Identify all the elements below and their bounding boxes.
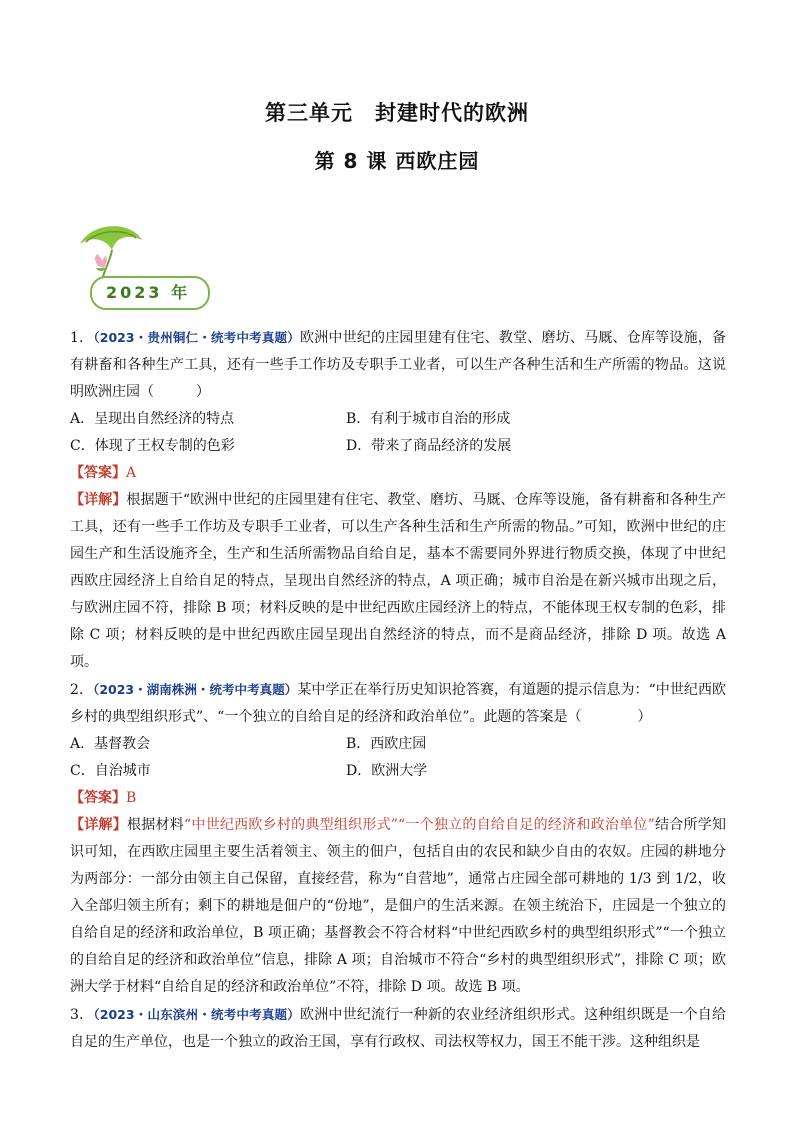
option-b: B．有利于城市自治的形成 <box>346 411 511 427</box>
option-c: C．自治城市 <box>70 763 151 779</box>
question-source: （2023・湖南株洲・统考中考真题） <box>93 682 298 697</box>
year-label: 2023 年 <box>106 283 191 302</box>
question-stem: 欧洲中世纪的庄园里建有住宅、教堂、磨坊、马厩、仓库等设施，备有耕畜和各种生产工具，还有一些手工作坊及专职手工业者，可以生产各种生活和生产所需的物品。这说明欧洲庄园（ ） <box>70 330 726 400</box>
options-1 <box>70 406 726 460</box>
detail-2 <box>70 812 726 1001</box>
detail-pre: 根据材料 <box>127 817 184 833</box>
answer-label: 【答案】 <box>70 790 126 806</box>
option-b: B．西欧庄园 <box>346 736 427 752</box>
detail-quote: “中世纪西欧乡村的典型组织形式”“一个独立的自给自足的经济和政治单位” <box>184 817 655 833</box>
answer-value: A <box>126 465 137 481</box>
lesson-title: 第 8 课 西欧庄园 <box>314 149 480 173</box>
option-c: C．体现了王权专制的色彩 <box>70 438 235 454</box>
detail-label: 【详解】 <box>70 492 127 508</box>
question-source: （2023・贵州铜仁・统考中考真题） <box>93 330 300 345</box>
question-number: 2． <box>70 682 94 698</box>
question-stem: 欧洲中世纪流行一种新的农业经济组织形式。这种组织既是一个自给自足的生产单位，也是一个独立的政治王国，享有行政权、司法权等权力，国王不能干涉。这种组织是 <box>70 1007 726 1050</box>
question-number: 3． <box>70 1007 94 1023</box>
options-2 <box>70 731 726 785</box>
answer-label: 【答案】 <box>70 465 126 481</box>
answer-1 <box>70 460 726 487</box>
question-1 <box>70 324 726 406</box>
answer-value: B <box>126 790 137 806</box>
question-stem: 某中学正在举行历史知识抢答赛，有道题的提示信息为：“中世纪西欧乡村的典型组织形式”、“一个独立的自给自足的经济和政治单位”。此题的答案是（ ） <box>70 682 726 725</box>
option-d: D．带来了商品经济的发展 <box>346 438 512 454</box>
detail-1 <box>70 487 726 676</box>
answer-2 <box>70 785 726 812</box>
question-source: （2023・山东滨州・统考中考真题） <box>93 1007 300 1022</box>
unit-title: 第三单元 封建时代的欧洲 <box>265 101 529 125</box>
detail-text: 结合所学知识可知，在西欧庄园里主要生活着领主、领主的佃户，包括自由的农民和缺少自由的农奴。庄园的耕地分为两部分：一部分由领主自己保留，直接经营，称为“自营地”，通常占庄园全部可耕地的 1/3 到 1/2，收入全部归领主所有；剩下的耕地是佃户的“份地”，是佃户的生活来源。在领主统治下，庄园是一个独立的自给自足的经济和政治单位，B 项正确；基督教会不符合材料“中世纪西欧乡村的典型组织形式”“一个独立的自给自足的经济和政治单位”信息，排除 A 项；自治城市不符合“乡村的典型组织形式”，排除 C 项；欧洲大学于材料“自给自足的经济和政治单位”不符，排除 D 项。故选 B 项。 <box>70 817 727 995</box>
year-badge <box>72 222 212 312</box>
option-d: D．欧洲大学 <box>346 763 428 779</box>
detail-text: 根据题干“欧洲中世纪的庄园里建有住宅、教堂、磨坊、马厩、仓库等设施，备有耕畜和各种生产工具，还有一些手工作坊及专职手工业者，可以生产各种生活和生产所需的物品。”可知，欧洲中世纪的庄园生产和生活设施齐全，生产和生活所需物品自给自足，基本不需要同外界进行物质交换，体现了中世纪西欧庄园经济上自给自足的特点，呈现出自然经济的特点，A 项正确；城市自治是在新兴城市出现之后，与欧洲庄园不符，排除 B 项；材料反映的是中世纪西欧庄园经济上的特点，不能体现王权专制的色彩，排除 C 项；材料反映的是中世纪西欧庄园呈现出自然经济的特点，而不是商品经济，排除 D 项。故选 A 项。 <box>70 492 726 670</box>
question-2 <box>70 676 726 731</box>
question-number: 1． <box>70 330 94 346</box>
option-a: A．呈现出自然经济的特点 <box>70 411 235 427</box>
option-a: A．基督教会 <box>70 736 151 752</box>
question-3 <box>70 1001 726 1056</box>
question-list <box>70 324 726 1056</box>
detail-label: 【详解】 <box>70 817 127 833</box>
